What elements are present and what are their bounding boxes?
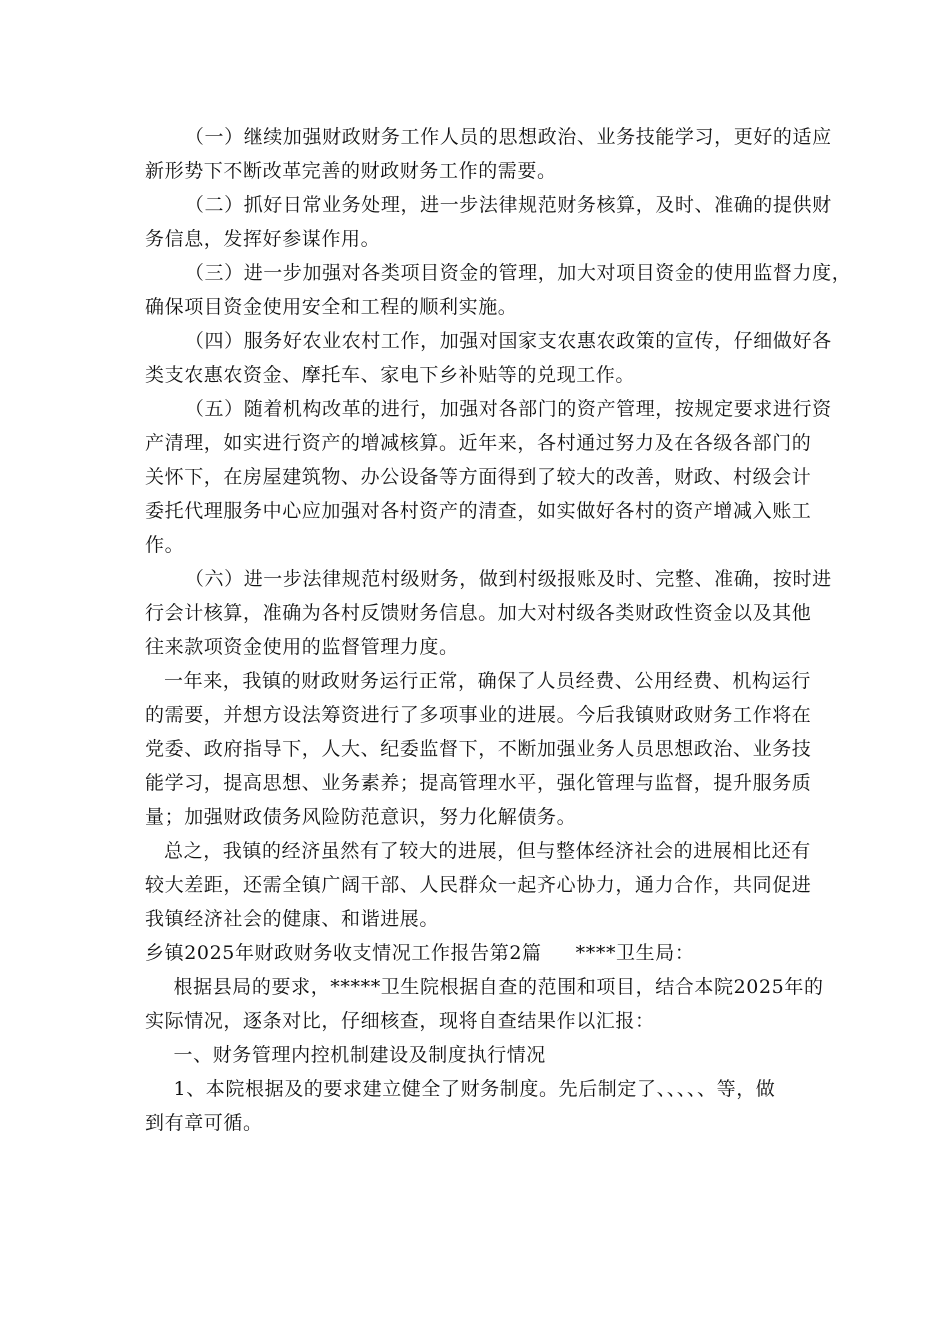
text-line: 较大差距，还需全镇广阔干部、人民群众一起齐心协力，通力合作，共同促进 — [145, 874, 812, 896]
text-line: 委托代理服务中心应加强对各村资产的清查，如实做好各村的资产增减入账工 — [145, 500, 812, 522]
text-line: （一）继续加强财政财务工作人员的思想政治、业务技能学习，更好的适应 — [184, 126, 832, 148]
paragraph-7 — [145, 664, 810, 834]
paragraph-4 — [145, 324, 832, 392]
text-line: 确保项目资金使用安全和工程的顺利实施。 — [145, 296, 518, 318]
section-subheading — [145, 1038, 810, 1072]
text-line: 关怀下，在房屋建筑物、办公设备等方面得到了较大的改善，财政、村级会计 — [145, 466, 812, 488]
document-body — [145, 120, 852, 1140]
text-line: 一年来，我镇的财政财务运行正常，确保了人员经费、公用经费、机构运行 — [164, 670, 811, 692]
text-line: （三）进一步加强对各类项目资金的管理，加大对项目资金的使用监督力度， — [184, 262, 852, 284]
paragraph-6 — [145, 562, 832, 664]
paragraph-2 — [145, 188, 832, 256]
text-line: 往来款项资金使用的监督管理力度。 — [145, 636, 459, 658]
text-line: （六）进一步法律规范村级财务，做到村级报账及时、完整、准确，按时进 — [184, 568, 832, 590]
report-title: 乡镇2025年财政财务收支情况工作报告第2篇 — [145, 942, 542, 964]
text-line: 根据县局的要求，*****卫生院根据自查的范围和项目，结合本院2025年的 — [173, 976, 824, 998]
text-line: （五）随着机构改革的进行，加强对各部门的资产管理，按规定要求进行资 — [184, 398, 832, 420]
paragraph-5 — [145, 392, 832, 562]
paragraph-10 — [145, 1072, 810, 1140]
addressee: ****卫生局： — [575, 942, 695, 964]
paragraph-3 — [145, 256, 852, 324]
text-line: 1、本院根据及的要求建立健全了财务制度。先后制定了、、、、、等，做 — [173, 1078, 776, 1100]
text-line: 类支农惠农资金、摩托车、家电下乡补贴等的兑现工作。 — [145, 364, 636, 386]
text-line: 一、财务管理内控机制建设及制度执行情况 — [173, 1044, 546, 1066]
text-line: 能学习，提高思想、业务素养；提高管理水平，强化管理与监督，提升服务质 — [145, 772, 812, 794]
text-line: 到有章可循。 — [145, 1112, 263, 1134]
text-line: （四）服务好农业农村工作，加强对国家支农惠农政策的宣传，仔细做好各 — [184, 330, 832, 352]
text-line: 产清理，如实进行资产的增减核算。近年来，各村通过努力及在各级各部门的 — [145, 432, 812, 454]
text-line: 务信息，发挥好参谋作用。 — [145, 228, 381, 250]
heading-line — [145, 936, 810, 970]
section-heading — [145, 936, 810, 970]
text-line: 量；加强财政债务风险防范意识，努力化解债务。 — [145, 806, 577, 828]
paragraph-1 — [145, 120, 832, 188]
text-line: （二）抓好日常业务处理，进一步法律规范财务核算，及时、准确的提供财 — [184, 194, 832, 216]
paragraph-8 — [145, 834, 810, 936]
text-line: 行会计核算，准确为各村反馈财务信息。加大对村级各类财政性资金以及其他 — [145, 602, 812, 624]
text-line: 实际情况，逐条对比，仔细核查，现将自查结果作以汇报： — [145, 1010, 655, 1032]
paragraph-9 — [145, 970, 824, 1038]
text-line: 总之，我镇的经济虽然有了较大的进展，但与整体经济社会的进展相比还有 — [164, 840, 811, 862]
text-line: 党委、政府指导下，人大、纪委监督下，不断加强业务人员思想政治、业务技 — [145, 738, 812, 760]
text-line: 作。 — [145, 534, 185, 556]
text-line: 我镇经济社会的健康、和谐进展。 — [145, 908, 440, 930]
text-line: 新形势下不断改革完善的财政财务工作的需要。 — [145, 160, 557, 182]
text-line: 的需要，并想方设法筹资进行了多项事业的进展。今后我镇财政财务工作将在 — [145, 704, 812, 726]
